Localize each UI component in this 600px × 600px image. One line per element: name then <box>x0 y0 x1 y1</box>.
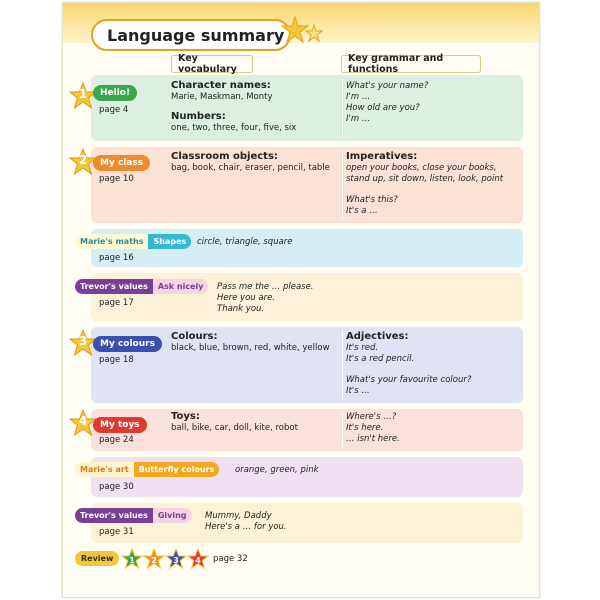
grammar-line: Where's …? <box>346 412 397 422</box>
review-badge[interactable] <box>75 551 119 566</box>
vocab-heading: Character names: <box>171 80 271 91</box>
page-title <box>91 19 291 51</box>
tag-topic-label: Butterfly colours <box>134 462 220 477</box>
grammar-line: What's your name? <box>346 81 429 91</box>
vocab-text: Marie, Maskman, Monty <box>171 92 273 102</box>
grammar-line: What's this? <box>346 195 398 205</box>
tag-art-butterfly-colours[interactable] <box>75 462 219 477</box>
review-label: Review <box>81 554 114 563</box>
tag-maths-shapes[interactable] <box>75 234 191 249</box>
vocab-heading: Colours: <box>171 331 218 342</box>
review-page-reference: page 32 <box>213 554 248 564</box>
grammar-line: open your books, close your books, <box>346 163 497 173</box>
column-header-grammar-text: Key grammar and functions <box>348 53 444 75</box>
content-line: Pass me the … please. <box>217 282 314 292</box>
review-star-number: 1 <box>129 556 135 565</box>
grammar-line: stand up, sit down, listen, look, point <box>346 174 504 184</box>
unit-row-4 <box>91 409 523 451</box>
grammar-line: It's a red pencil. <box>346 354 415 364</box>
page-reference: page 4 <box>99 105 129 115</box>
page-reference: page 16 <box>99 253 134 263</box>
grammar-line: How old are you? <box>346 103 420 113</box>
unit-number-text: 3 <box>78 334 88 348</box>
unit-badge-label: My class <box>100 158 144 168</box>
tag-topic-label: Giving <box>153 508 192 523</box>
tag-section-label: Marie's art <box>75 462 134 477</box>
page-reference: page 10 <box>99 174 134 184</box>
review-star-number: 2 <box>151 556 157 565</box>
content-line: Here's a … for you. <box>205 522 287 532</box>
unit-badge-my-class[interactable] <box>93 155 150 171</box>
tag-topic-label: Shapes <box>148 234 191 249</box>
page-reference: page 24 <box>99 435 134 445</box>
page-title-text: Language summary <box>107 25 285 45</box>
tag-topic-label: Ask nicely <box>153 279 209 294</box>
unit-row-2 <box>91 147 523 223</box>
tag-values-ask-nicely[interactable] <box>75 279 208 294</box>
unit-badge-label: My colours <box>100 339 155 349</box>
grammar-line: … isn't here. <box>346 434 400 444</box>
unit-number-text: 4 <box>78 414 88 428</box>
content-line: Thank you. <box>217 304 265 314</box>
grammar-line: What's your favourite colour? <box>346 375 472 385</box>
unit-badge-my-toys[interactable] <box>93 417 147 433</box>
grammar-line: It's here. <box>346 423 384 433</box>
language-summary-page <box>62 2 540 598</box>
tag-section-label: Marie's maths <box>75 234 148 249</box>
unit-badge-label: Hello! <box>100 88 131 98</box>
review-star-number: 3 <box>173 556 179 565</box>
unit-number-text: 1 <box>78 87 88 101</box>
decorative-stars-icon <box>281 15 325 49</box>
review-star-number: 4 <box>195 556 201 565</box>
grammar-heading: Adjectives: <box>346 331 409 342</box>
unit-badge-my-colours[interactable] <box>93 336 162 352</box>
page-reference: page 18 <box>99 355 134 365</box>
content-line: Mummy, Daddy <box>205 511 272 521</box>
vocab-heading: Toys: <box>171 411 200 422</box>
vocab-heading: Classroom objects: <box>171 151 278 162</box>
grammar-line: It's red. <box>346 343 379 353</box>
unit-badge-label: My toys <box>100 420 140 430</box>
grammar-line: It's … <box>346 386 370 396</box>
page-reference: page 17 <box>99 298 134 308</box>
content-line: Here you are. <box>217 293 276 303</box>
vocab-heading: Numbers: <box>171 111 226 122</box>
grammar-line: It's a … <box>346 206 378 216</box>
vocab-text: one, two, three, four, five, six <box>171 123 297 133</box>
vocab-text: ball, bike, car, doll, kite, robot <box>171 423 298 433</box>
vocab-text: bag, book, chair, eraser, pencil, table <box>171 163 330 173</box>
vocab-text: black, blue, brown, red, white, yellow <box>171 343 330 353</box>
content-line: circle, triangle, square <box>197 237 293 247</box>
column-header-vocabulary-text: Key vocabulary <box>178 53 237 75</box>
page-reference: page 30 <box>99 482 134 492</box>
column-header-vocabulary <box>171 55 253 73</box>
grammar-heading: Imperatives: <box>346 151 418 162</box>
unit-badge-hello[interactable] <box>93 85 137 101</box>
grammar-line: I'm … <box>346 92 371 102</box>
review-stars-icon <box>121 548 209 570</box>
column-header-grammar <box>341 55 481 73</box>
unit-row-1 <box>91 75 523 141</box>
unit-number-text: 2 <box>78 153 88 167</box>
tag-section-label: Trevor's values <box>75 279 153 294</box>
page-reference: page 31 <box>99 527 134 537</box>
content-line: orange, green, pink <box>235 465 319 475</box>
tag-values-giving[interactable] <box>75 508 192 523</box>
tag-section-label: Trevor's values <box>75 508 153 523</box>
grammar-line: I'm … <box>346 114 371 124</box>
